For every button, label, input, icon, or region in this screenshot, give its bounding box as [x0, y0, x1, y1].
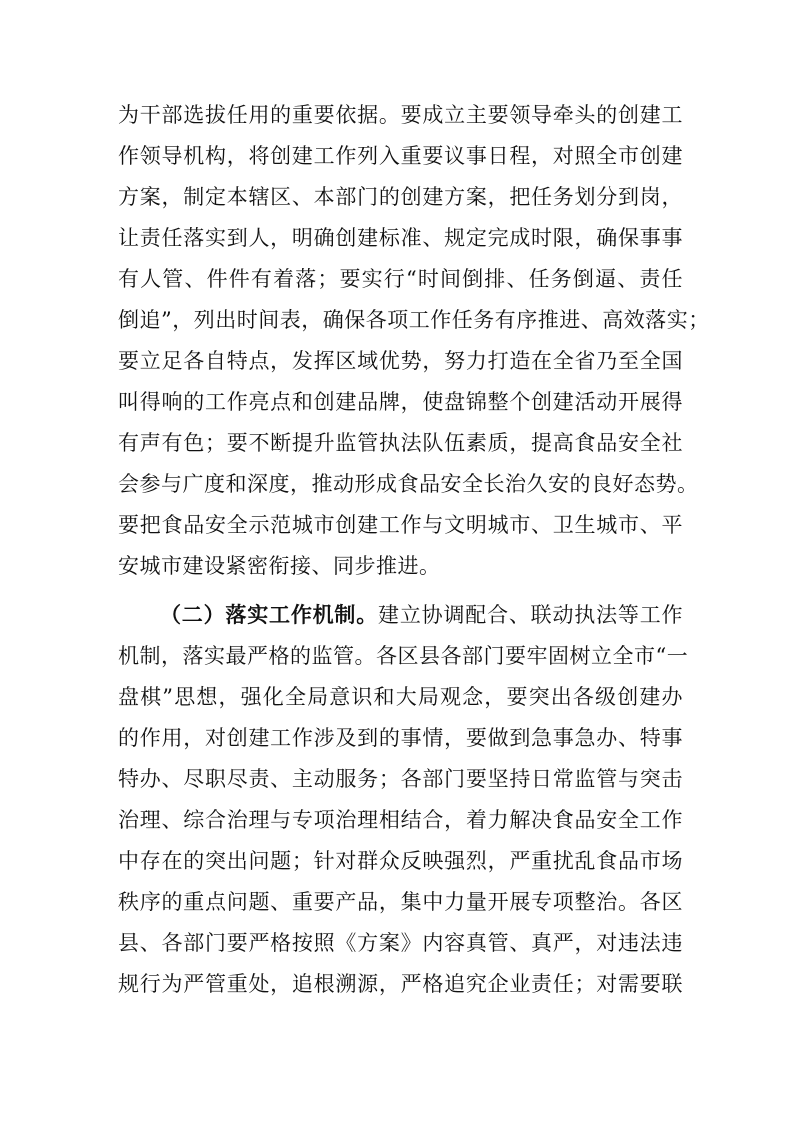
body-text-line: 让责任落实到人，明确创建标准、规定完成时限，确保事事	[118, 226, 683, 250]
section-heading: （二）落实工作机制。	[160, 602, 379, 627]
body-text-line: 中存在的突出问题；针对群众反映强烈，严重扰乱食品市场	[118, 849, 683, 873]
body-text-line: 方案，制定本辖区、本部门的创建方案，把任务划分到岗，	[118, 185, 683, 209]
body-text-line: 规行为严管重处，追根溯源，严格追究企业责任；对需要联	[118, 972, 683, 996]
body-text-line: 有声有色；要不断提升监管执法队伍素质，提高食品安全社	[118, 431, 683, 455]
body-text-line: 要立足各自特点，发挥区域优势，努力打造在全省乃至全国	[118, 349, 683, 373]
body-text-line: 倒追”，列出时间表，确保各项工作任务有序推进、高效落实；	[118, 308, 710, 332]
body-text-line: 特办、尽职尽责、主动服务；各部门要坚持日常监管与突击	[118, 767, 683, 791]
body-text-line: 会参与广度和深度，推动形成食品安全长治久安的良好态势。	[118, 472, 699, 496]
body-text-line: 叫得响的工作亮点和创建品牌，使盘锦整个创建活动开展得	[118, 390, 683, 414]
body-text-line: 的作用，对创建工作涉及到的事情，要做到急事急办、特事	[118, 726, 683, 750]
body-text-line: 要把食品安全示范城市创建工作与文明城市、卫生城市、平	[118, 513, 683, 537]
body-text-line: 作领导机构，将创建工作列入重要议事日程，对照全市创建	[118, 144, 683, 168]
body-text-line: 安城市建设紧密衔接、同步推进。	[118, 554, 441, 578]
section-first-line	[160, 596, 683, 634]
body-text-line: 秩序的重点问题、重要产品，集中力量开展专项整治。各区	[118, 890, 683, 914]
body-text-line: 盘棋”思想，强化全局意识和大局观念，要突出各级创建办	[118, 685, 683, 709]
body-text-line: 治理、综合治理与专项治理相结合，着力解决食品安全工作	[118, 808, 683, 832]
body-text-line: 为干部选拔任用的重要依据。要成立主要领导牵头的创建工	[118, 103, 683, 127]
body-text-line: 县、各部门要严格按照《方案》内容真管、真严，对违法违	[118, 931, 683, 955]
section-first-line-text: 建立协调配合、联动执法等工作	[378, 603, 684, 627]
body-text-line: 有人管、件件有着落；要实行“时间倒排、任务倒逼、责任	[118, 267, 683, 291]
body-text-line: 机制，落实最严格的监管。各区县各部门要牢固树立全市“一	[118, 644, 689, 668]
